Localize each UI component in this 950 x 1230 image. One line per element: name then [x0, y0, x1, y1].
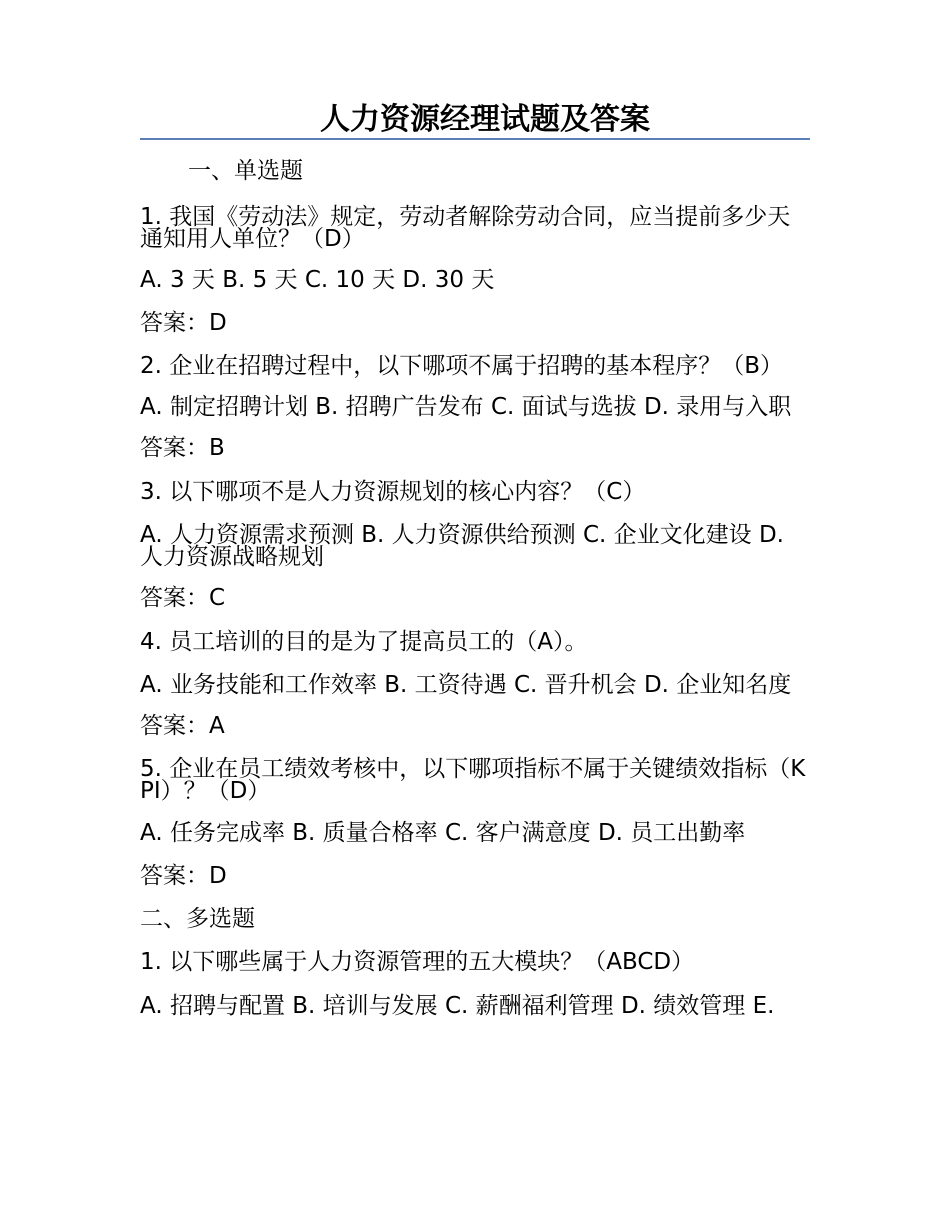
answer-2: 答案：B: [140, 435, 225, 461]
options-1: A. 3 天 B. 5 天 C. 10 天 D. 30 天: [140, 267, 495, 293]
options-5: A. 任务完成率 B. 质量合格率 C. 客户满意度 D. 员工出勤率: [140, 820, 746, 846]
multi-options-1: A. 招聘与配置 B. 培训与发展 C. 薪酬福利管理 D. 绩效管理 E.: [140, 993, 775, 1019]
question-1: 1. 我国《劳动法》规定，劳动者解除劳动合同，应当提前多少天通知用人单位？（D）: [140, 204, 791, 252]
answer-4: 答案：A: [140, 713, 225, 739]
options-3: A. 人力资源需求预测 B. 人力资源供给预测 C. 企业文化建设 D. 人力资源战略规划: [140, 522, 784, 570]
section-heading-multi: 二、多选题: [140, 906, 255, 932]
section-heading-single: 一、单选题: [188, 158, 303, 184]
answer-3: 答案：C: [140, 585, 226, 611]
question-5: 5. 企业在员工绩效考核中，以下哪项指标不属于关键绩效指标（KPI）？（D）: [140, 756, 806, 804]
document-page: [140, 100, 810, 1017]
options-4: A. 业务技能和工作效率 B. 工资待遇 C. 晋升机会 D. 企业知名度: [140, 672, 792, 698]
answer-5: 答案：D: [140, 863, 227, 889]
question-4: 4. 员工培训的目的是为了提高员工的（A）。: [140, 629, 588, 655]
document-title: 人力资源经理试题及答案: [320, 102, 650, 137]
question-3: 3. 以下哪项不是人力资源规划的核心内容？（C）: [140, 479, 646, 505]
title-underline: [140, 138, 810, 140]
multi-question-1: 1. 以下哪些属于人力资源管理的五大模块？（ABCD）: [140, 949, 695, 975]
question-2: 2. 企业在招聘过程中，以下哪项不属于招聘的基本程序？（B）: [140, 353, 784, 379]
options-2: A. 制定招聘计划 B. 招聘广告发布 C. 面试与选拔 D. 录用与入职: [140, 394, 792, 420]
answer-1: 答案：D: [140, 310, 227, 336]
